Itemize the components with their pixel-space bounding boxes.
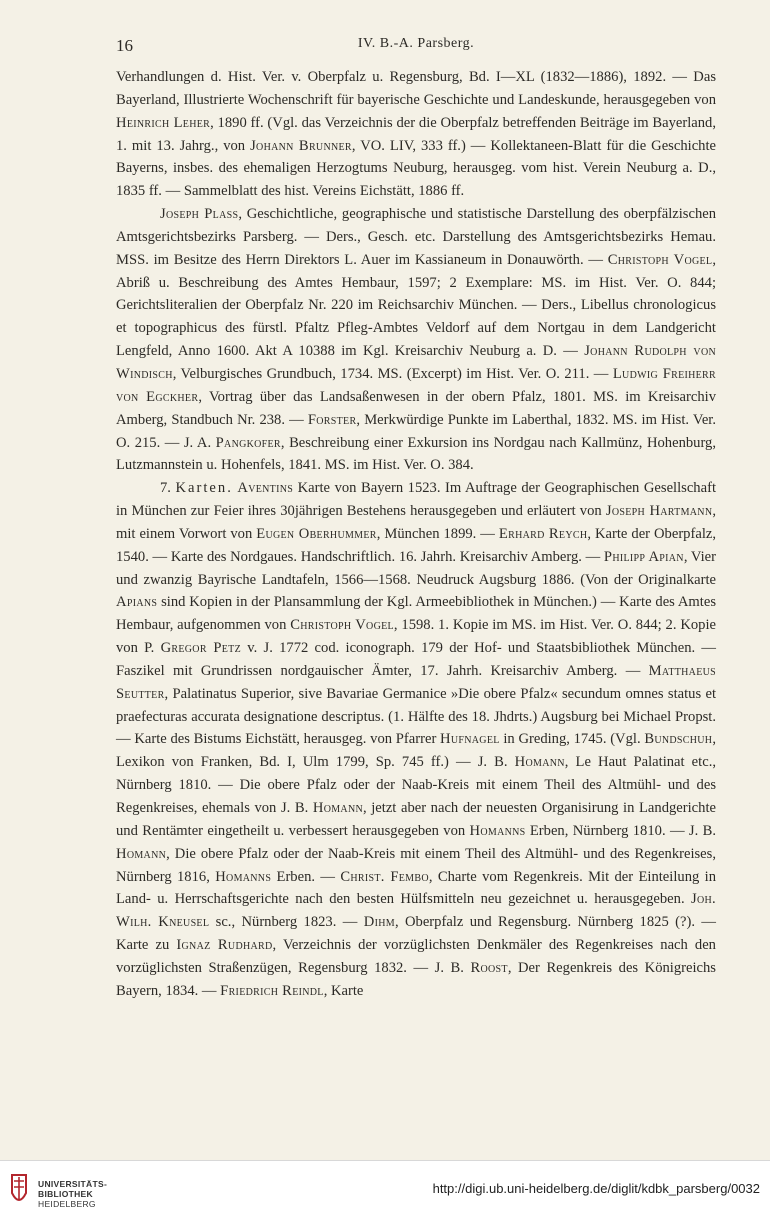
page-header [116,36,716,60]
footer-bar [0,1160,770,1221]
text-run: , 1598. 1. Kopie im MS. im Hist. Ver. O. 844; 2. Kopie von P. [116,617,716,657]
author-name: Homanns [469,822,526,839]
text-run: Verhandlungen d. Hist. Ver. v. Oberpfalz u. Regensburg, Bd. I—XL (1832—1886), 1892. — Das Bayerland, Illustrierte Wochenschrift für bayerische Geschichte und Landeskunde, herausgegeben von [116,69,716,108]
author-name: Christ. Fembo [340,868,429,885]
author-name: Roost [470,959,508,976]
paragraph [116,203,716,477]
author-name: Homanns [215,868,272,885]
text-run: , Velburgisches Grundbuch, 1734. MS. (Excerpt) im Hist. Ver. O. 211. — [172,365,613,382]
logo-line: BIBLIOTHEK [38,1189,93,1199]
author-name: Philipp Apian [603,548,684,565]
author-name: Christoph Vogel [607,251,713,268]
logo-text [38,1179,107,1209]
text-run: , Oberpfalz und Regensburg. Nürnberg 1825 (?). — Karte zu [116,914,716,954]
text-run: , Charte vom Regenkreis. Mit der Einteilung in Land- u. Herrschaftsgerichte nach den besten Hülfsmitteln neu gezeichnet u. herausgegeben. [116,868,716,908]
text-run: , Vier und zwanzig Bayrische Landtafeln, 1566—1568. Neudruck Augsburg 1886. (Von der Originalkarte [116,548,716,588]
logo-line: HEIDELBERG [38,1199,96,1209]
text-run: Erben. — [271,868,341,885]
section-heading: Karten. [175,480,233,497]
author-name: Johann Brunner [250,137,352,154]
text-run: , mit einem Vorwort von [116,503,717,542]
paragraph [116,66,716,203]
author-name: Joseph Hartmann [605,503,713,520]
text-run: , Karte [323,982,364,999]
paragraph [116,477,716,1002]
text-run: v. J. 1772 cod. iconograph. 179 der Hof- und Staatsbibliothek München. — Faszikel mit Grundrissen nordgauischer Ämter, 17. Jahrh. Kreisarchiv Amberg. — [116,640,716,679]
text-run: , Merkwürdige Punkte im Laberthal, 1832. MS. im Hist. Ver. O. 215. — J. A. [116,411,716,451]
author-name: Hufnagel [440,731,500,748]
library-logo[interactable] [8,1171,178,1215]
author-name: Ludwig Freiherr von Egckher [116,365,716,405]
author-name: Apians [116,594,158,611]
author-name: Friedrich Reindl [220,982,324,999]
text-run: , Der Regenkreis des Königreichs Bayern, 1834. — [116,959,716,999]
text-run: , Lexikon von Franken, Bd. I, Ulm 1799, Sp. 745 ff.) — J. B. [116,731,716,771]
text-run: sc., Nürnberg 1823. — [209,914,364,931]
text-run: , München 1899. — [376,525,499,542]
text-run: , Verzeichnis der vorzüglichsten Denkmäler des Regenkreises nach den vorzüglichsten Straßenzügen, Regensburg 1832. — J. B. [116,937,716,976]
author-name: Homann [312,800,363,816]
author-name: Johann Rudolph von Windisch [116,343,716,382]
author-name: Christoph Vogel [290,617,394,634]
text-run: in Greding, 1745. (Vgl. [499,731,645,748]
author-name: Bundschuh [644,731,713,748]
text-run: , Karte der Oberpfalz, 1540. — Karte des Nordgaues. Handschriftlich. 16. Jahrh. Kreisarchiv Amberg. — [116,525,717,565]
text-run: Erben, Nürnberg 1810. — J. B. [525,822,716,839]
heidelberg-crest-icon [8,1173,30,1209]
text-run: , Le Haut Palatinat etc., Nürnberg 1810. — Die obere Pfalz oder der Naab-Kreis mit einem Theil des Altmühl- und des Regenkreises, ehemals von J. B. [116,754,716,816]
text-run: , 1890 ff. (Vgl. das Verzeichnis der die Oberpfalz betreffenden Beiträge im Bayerland, 1. mit 13. Jahrg., von [116,114,716,154]
author-name: Heinrich Leher [116,114,211,131]
text-run: , Abriß u. Beschreibung des Amtes Hembaur, 1597; 2 Exemplare: MS. im Hist. Ver. O. 844; Gerichtsliteralien der Oberpfalz Nr. 220 im Reichsarchiv München. — Ders., Libellus chronologicus et topographicus des fürstl. Pfaltz Pfleg-Ambtes Veldorf auf dem Nortgau in dem Landgericht Lengfeld, Anno 1600. Akt A 10388 im Kgl. Kreisarchiv Neuburg a. D. — [116,251,716,360]
text-run: sind Kopien in der Plansammlung der Kgl. Armeebibliothek in München.) — Karte des Amtes Hembaur, aufgenommen von [116,594,716,634]
text-run: Karte von Bayern 1523. Im Auftrage der Geographischen Gesellschaft in München zur Feier ihres 30jährigen Bestehens herausgegeben und erläutert von [116,480,716,520]
text-run: , Palatinatus Superior, sive Bavariae Germanice »Die obere Pfalz« secundum omnes status et praefecturas accurata designatione descriptus. (1. Hälfte des 18. Jhdrts.) Augsburg bei Michael Propst. — Karte des Bistums Eichstätt, herausgeg. von Pfarrer [116,685,716,748]
author-name: Gregor Petz [160,640,241,657]
author-name: Pangkofer [215,434,281,451]
author-name: Joseph Plass [160,206,239,223]
source-url-link[interactable]: http://digi.ub.uni-heidelberg.de/diglit/kdbk_parsberg/0032 [432,1181,760,1196]
text-run: , Vortrag über das Landsaßenwesen in der obern Pfalz, 1801. MS. im Kreisarchiv Amberg, Standbuch Nr. 238. — [116,388,716,428]
text-run: 7. [160,480,176,497]
author-name: Homann [514,754,565,771]
author-name: Matthaeus Seutter [116,662,716,702]
author-name: Aventins [237,480,294,497]
running-head: IV. B.-A. Parsberg. [357,36,475,51]
author-name: Forster [307,411,357,428]
text-run: , Beschreibung einer Exkursion ins Nordgau nach Kallmünz, Hohenburg, Lutzmannstein u. Hohenfels, 1841. MS. im Hist. Ver. O. 384. [116,434,716,474]
text-run: , VO. LIV, 333 ff.) — Kollektaneen-Blatt für die Geschichte Bayerns, insbes. des ehemaligen Herzogtums Neuburg, herausgeg. vom hist. Verein Neuburg a. D., 1835 ff. — Sammelblatt des hist. Vereins Eichstätt, 1886 ff. [116,137,716,200]
author-name: Eugen Oberhummer [256,525,377,542]
logo-line: UNIVERSITÄTS- [38,1179,108,1189]
page-number: 16 [116,36,133,55]
body-text [116,66,716,1003]
author-name: Dihm [363,914,395,931]
author-name: Erhard Reych [498,525,588,542]
text-run: , Die obere Pfalz oder der Naab-Kreis mit einem Theil des Altmühl- und des Regenkreises, Nürnberg 1816, [116,845,716,885]
text-run: , Geschichtliche, geographische und statistische Darstellung des oberpfälzischen Amtsgerichtsbezirks Parsberg. — Ders., Gesch. etc. Darstellung des Amtsgerichtsbezirks Hemau. MSS. im Besitze des Herrn Direktors L. Auer im Kassianeum in Donauwörth. — [116,206,717,268]
author-name: Joh. Wilh. Kneusel [116,891,716,931]
text-run: , jetzt aber nach der neuesten Organisirung in Landgerichte und Rentämter eingetheilt u. verbessert herausgegeben von [116,800,716,839]
author-name: Ignaz Rudhard [176,937,273,954]
author-name: Homann [116,845,167,862]
